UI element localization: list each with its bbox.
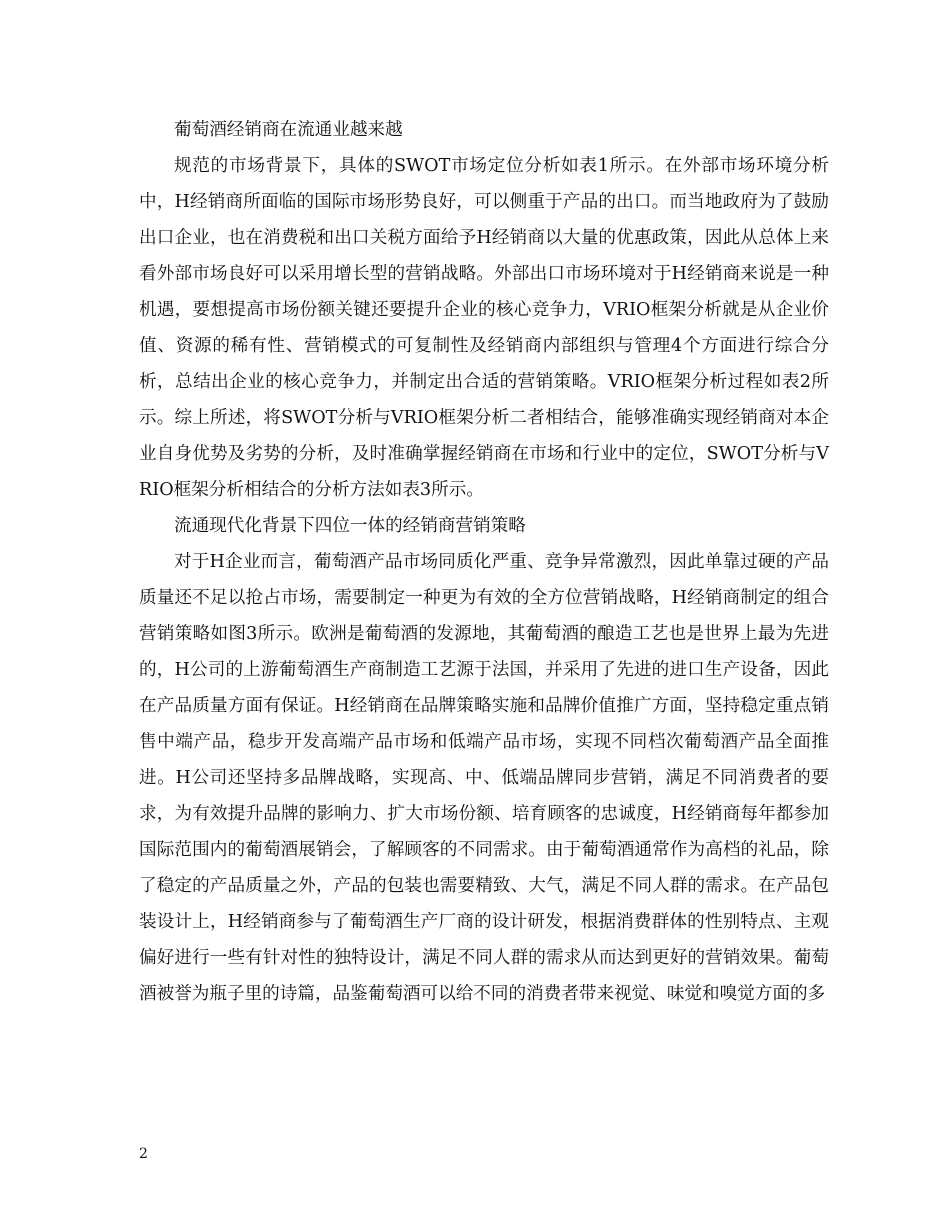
document-body — [139, 112, 829, 1012]
page-number: 2 — [139, 1146, 148, 1162]
paragraph-intro-heading: 葡萄酒经销商在流通业越来越 — [174, 120, 403, 140]
paragraph-swot-vrio-analysis: 规范的市场背景下，具体的SWOT市场定位分析如表1所示。在外部市场环境分析中，H经销商所面临的国际市场形势良好，可以侧重于产品的出口。而当地政府为了鼓励出口企业，也在消费税和出口关税方面给予H经销商以大量的优惠政策，因此从总体上来看外部市场良好可以采用增长型的营销战略。外部出口市场环境对于H经销商来说是一种机遇，要想提高市场份额关键还要提升企业的核心竞争力，VRIO框架分析就是从企业价值、资源的稀有性、营销模式的可复制性及经销商内部组织与管理4个方面进行综合分析，总结出企业的核心竞争力，并制定出合适的营销策略。VRIO框架分析过程如表2所示。综上所述，将SWOT分析与VRIO框架分析二者相结合，能够准确实现经销商对本企业自身优势及劣势的分析，及时准确掌握经销商在市场和行业中的定位，SWOT分析与VRIO框架分析相结合的分析方法如表3所示。 — [139, 156, 829, 500]
paragraph-section-heading: 流通现代化背景下四位一体的经销商营销策略 — [174, 516, 526, 536]
paragraph-marketing-strategy: 对于H企业而言，葡萄酒产品市场同质化严重、竞争异常激烈，因此单靠过硬的产品质量还不足以抢占市场，需要制定一种更为有效的全方位营销战略，H经销商制定的组合营销策略如图3所示。欧洲是葡萄酒的发源地，其葡萄酒的酿造工艺也是世界上最为先进的，H公司的上游葡萄酒生产商制造工艺源于法国，并采用了先进的进口生产设备，因此在产品质量方面有保证。H经销商在品牌策略实施和品牌价值推广方面，坚持稳定重点销售中端产品，稳步开发高端产品市场和低端产品市场，实现不同档次葡萄酒产品全面推进。H公司还坚持多品牌战略，实现高、中、低端品牌同步营销，满足不同消费者的要求，为有效提升品牌的影响力、扩大市场份额、培育顾客的忠诚度，H经销商每年都参加国际范围内的葡萄酒展销会，了解顾客的不同需求。由于葡萄酒通常作为高档的礼品，除了稳定的产品质量之外，产品的包装也需要精致、大气，满足不同人群的需求。在产品包装设计上，H经销商参与了葡萄酒生产厂商的设计研发，根据消费群体的性别特点、主观偏好进行一些有针对性的独特设计，满足不同人群的需求从而达到更好的营销效果。葡萄酒被誉为瓶子里的诗篇，品鉴葡萄酒可以给不同的消费者带来视觉、味觉和嗅觉方面的多 — [139, 552, 829, 1004]
